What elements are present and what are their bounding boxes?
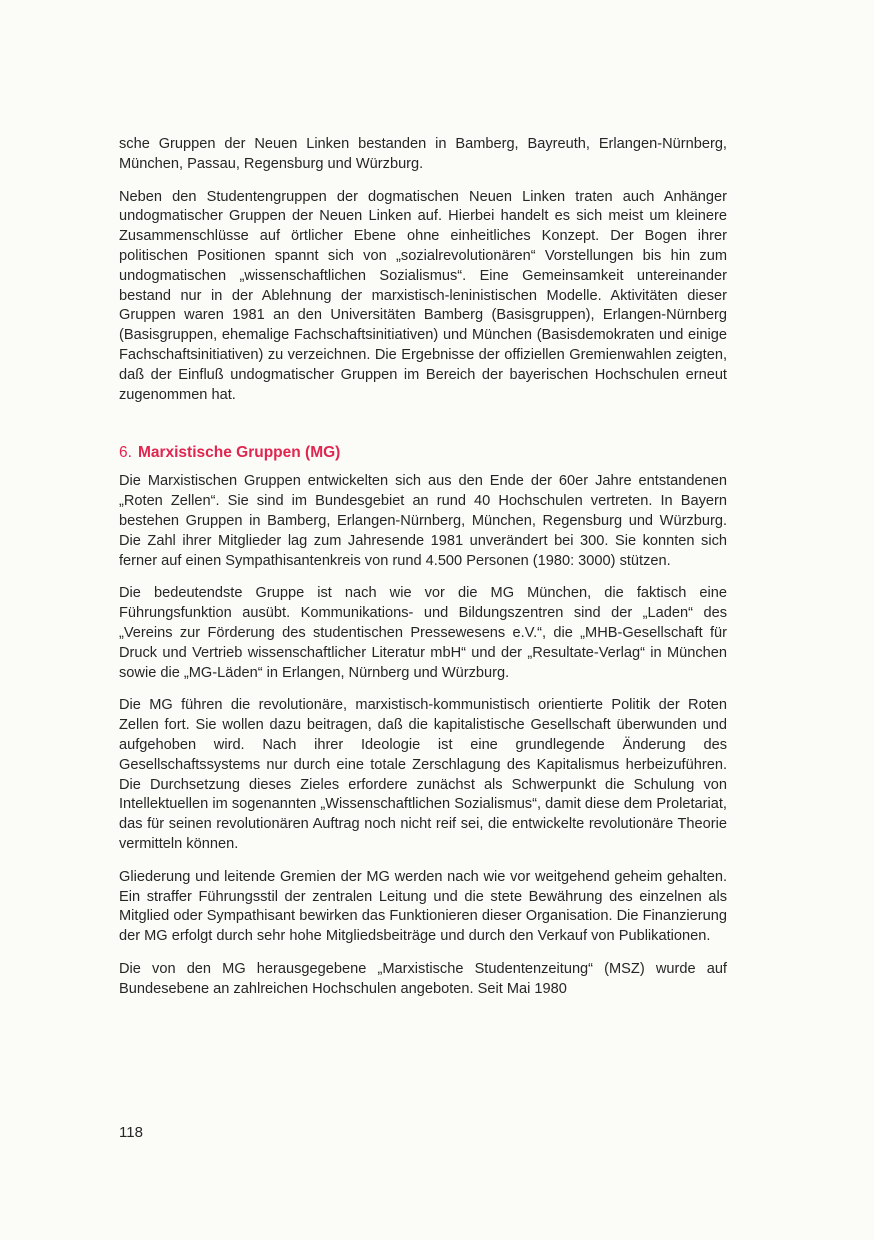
paragraph-section-3: Die MG führen die revolutionäre, marxistisch-kommunistisch orientierte Politik der Roten Zellen fort. Sie wollen dazu beitragen, daß die kapitalistische Gesellschaft überwunden und aufgehoben wird. Nach ihrer Ideologie ist eine grundlegende Änderung des Gesellschaftssystems nur durch eine totale Zerschlagung des Kapitalismus herbeizuführen. Die Durchsetzung dieses Zieles erfordere zunächst als Schwerpunkt die Schulung von Intellektuellen im sogenannten „Wissenschaftlichen Sozialismus“, damit diese dem Proletariat, das für seinen revolutionären Auftrag noch nicht reif sei, die entwickelte revolutionäre Theorie vermitteln können. xyxy=(119,697,727,852)
paragraph-section-5: Die von den MG herausgegebene „Marxistische Studentenzeitung“ (MSZ) wurde auf Bundesebene an zahlreichen Hochschulen angeboten. Seit Mai 1980 xyxy=(119,960,727,997)
page-body xyxy=(119,135,727,999)
section-number: 6. xyxy=(119,444,132,462)
paragraph-intro-1: sche Gruppen der Neuen Linken bestanden in Bamberg, Bayreuth, Erlangen-Nürnberg, München, Passau, Regensburg und Würzburg. xyxy=(119,136,727,172)
page-number: 118 xyxy=(119,1124,143,1141)
paragraph-section-1: Die Marxistischen Gruppen entwickelten sich aus den Ende der 60er Jahre entstandenen „Roten Zellen“. Sie sind im Bundesgebiet an rund 40 Hochschulen vertreten. In Bayern bestehen Gruppen in Bamberg, Erlangen-Nürnberg, München, Regensburg und Würzburg. Die Zahl ihrer Mitglieder lag zum Jahresende 1981 unverändert bei 300. Sie konnten sich ferner auf einen Sympathisantenkreis von rund 4.500 Personen (1980: 3000) stützen. xyxy=(119,473,727,569)
section-heading xyxy=(119,443,727,463)
section-title: Marxistische Gruppen (MG) xyxy=(137,444,341,462)
paragraph-intro-2: Neben den Studentengruppen der dogmatischen Neuen Linken traten auch Anhänger undogmatischer Gruppen der Neuen Linken auf. Hierbei handelt es sich meist um kleinere Zusammenschlüsse auf örtlicher Ebene ohne einheitliches Konzept. Der Bogen ihrer politischen Positionen spannt sich von „sozialrevolutionären“ Vorstellungen bis hin zum undogmatischen „wissenschaftlichen Sozialismus“. Eine Gemeinsamkeit untereinander bestand nur in der Ablehnung der marxistisch-leninistischen Modelle. Aktivitäten dieser Gruppen waren 1981 an den Universitäten Bamberg (Basisgruppen), Erlangen-Nürnberg (Basisgruppen, ehemalige Fachschaftsinitiativen) und München (Basisdemokraten und einige Fachschaftsinitiativen) zu verzeichnen. Die Ergebnisse der offiziellen Gremienwahlen zeigten, daß der Einfluß undogmatischer Gruppen im Bereich der bayerischen Hochschulen erneut zugenommen hat. xyxy=(119,188,727,403)
paragraph-section-2: Die bedeutendste Gruppe ist nach wie vor die MG München, die faktisch eine Führungsfunktion ausübt. Kommunikations- und Bildungszentren sind der „Laden“ des „Vereins zur Förderung des studentischen Pressewesens e.V.“, die „MHB-Gesellschaft für Druck und Vertrieb wissenschaftlicher Literatur mbH“ und der „Resultate-Verlag“ in München sowie die „MG-Läden“ in Erlangen, Nürnberg und Würzburg. xyxy=(119,585,727,681)
paragraph-section-4: Gliederung und leitende Gremien der MG werden nach wie vor weitgehend geheim gehalten. Ein straffer Führungsstil der zentralen Leitung und die stete Bewährung des einzelnen als Mitglied oder Sympathisant bewirken das Funktionieren dieser Organisation. Die Finanzierung der MG erfolgt durch sehr hohe Mitgliedsbeiträge und durch den Verkauf von Publikationen. xyxy=(119,868,727,945)
